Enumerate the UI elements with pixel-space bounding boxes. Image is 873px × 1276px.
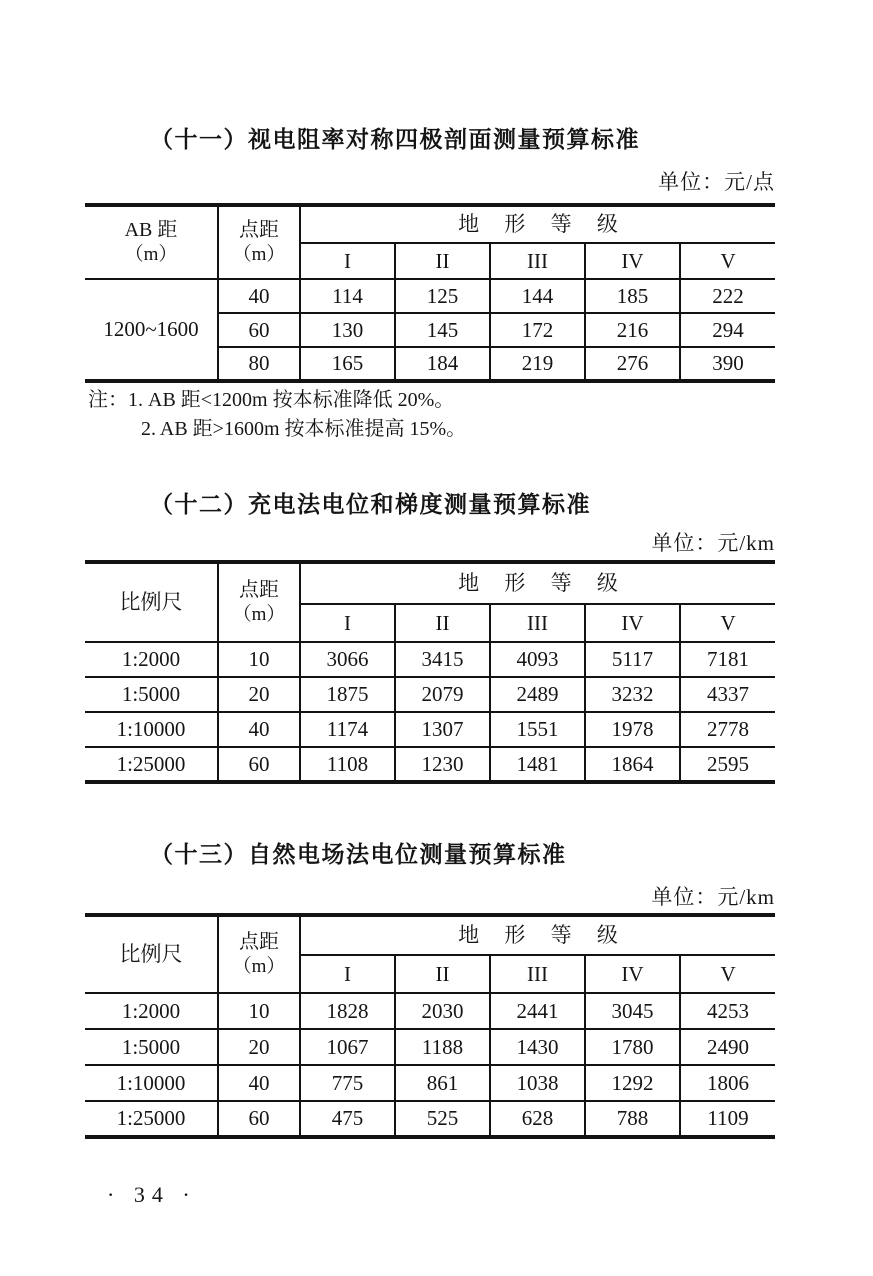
header-grade-4: IV — [585, 604, 680, 642]
value-cell: 1108 — [300, 747, 395, 782]
budget-table-charged-body — [85, 560, 775, 784]
header-grade-5: V — [680, 604, 775, 642]
value-cell: 3066 — [300, 642, 395, 677]
value-cell: 1430 — [490, 1029, 585, 1065]
value-cell: 1551 — [490, 712, 585, 747]
spacing-cell: 20 — [218, 1029, 300, 1065]
header-point-spacing — [218, 915, 300, 993]
value-cell: 1174 — [300, 712, 395, 747]
header-grade-2: II — [395, 955, 490, 993]
spacing-cell: 40 — [218, 279, 300, 313]
value-cell: 219 — [490, 347, 585, 381]
value-cell: 1307 — [395, 712, 490, 747]
header-ab-distance — [85, 205, 218, 279]
value-cell: 144 — [490, 279, 585, 313]
value-cell: 184 — [395, 347, 490, 381]
header-grade-1: I — [300, 955, 395, 993]
value-cell: 390 — [680, 347, 775, 381]
header-grade-5: V — [680, 243, 775, 279]
header-grade-3: III — [490, 955, 585, 993]
scale-cell: 1:5000 — [85, 677, 218, 712]
header-point-spacing — [218, 205, 300, 279]
table-notes — [88, 386, 466, 444]
header-terrain-grade: 地 形 等 级 — [300, 915, 775, 955]
value-cell: 1864 — [585, 747, 680, 782]
page-number: · 34 · — [107, 1182, 197, 1207]
value-cell: 4093 — [490, 642, 585, 677]
header-grade-2: II — [395, 243, 490, 279]
value-cell: 172 — [490, 313, 585, 347]
header-terrain-grade: 地 形 等 级 — [300, 205, 775, 243]
header-grade-1: I — [300, 243, 395, 279]
value-cell: 5117 — [585, 642, 680, 677]
note-2: 2. AB 距>1600m 按本标准提高 15%。 — [141, 418, 467, 440]
value-cell: 1230 — [395, 747, 490, 782]
value-cell: 475 — [300, 1101, 395, 1137]
value-cell: 2441 — [490, 993, 585, 1029]
value-cell: 2030 — [395, 993, 490, 1029]
budget-table-resistivity-profile — [85, 203, 775, 383]
value-cell: 125 — [395, 279, 490, 313]
spacing-cell: 10 — [218, 993, 300, 1029]
value-cell: 3415 — [395, 642, 490, 677]
value-cell: 1828 — [300, 993, 395, 1029]
header-grade-4: IV — [585, 955, 680, 993]
value-cell: 2079 — [395, 677, 490, 712]
value-cell: 1038 — [490, 1065, 585, 1101]
header-point-spacing-label: 点距 — [239, 219, 279, 242]
scale-cell: 1:25000 — [85, 747, 218, 782]
value-cell: 1780 — [585, 1029, 680, 1065]
spacing-cell: 40 — [218, 1065, 300, 1101]
spacing-cell: 60 — [218, 747, 300, 782]
header-grade-3: III — [490, 243, 585, 279]
header-point-spacing-label: 点距 — [239, 931, 279, 954]
value-cell: 165 — [300, 347, 395, 381]
value-cell: 2595 — [680, 747, 775, 782]
value-cell: 1481 — [490, 747, 585, 782]
note-1: 注：1. AB 距<1200m 按本标准降低 20%。 — [88, 389, 455, 411]
header-grade-1: I — [300, 604, 395, 642]
value-cell: 1978 — [585, 712, 680, 747]
value-cell: 4337 — [680, 677, 775, 712]
value-cell: 1188 — [395, 1029, 490, 1065]
scale-cell: 1:5000 — [85, 1029, 218, 1065]
header-ab-distance-label: AB 距 — [124, 219, 178, 242]
section-12-title: （十二）充电法电位和梯度测量预算标准 — [150, 492, 591, 517]
header-grade-5: V — [680, 955, 775, 993]
value-cell: 775 — [300, 1065, 395, 1101]
header-terrain-grade: 地 形 等 级 — [300, 562, 775, 604]
scale-cell: 1:2000 — [85, 642, 218, 677]
value-cell: 2490 — [680, 1029, 775, 1065]
spacing-cell: 20 — [218, 677, 300, 712]
spacing-cell: 60 — [218, 1101, 300, 1137]
header-point-spacing-label: 点距 — [239, 579, 279, 602]
value-cell: 4253 — [680, 993, 775, 1029]
budget-table-self-potential — [85, 913, 775, 1139]
value-cell: 145 — [395, 313, 490, 347]
value-cell: 1109 — [680, 1101, 775, 1137]
header-point-spacing-unit: （m） — [232, 244, 286, 266]
spacing-cell: 40 — [218, 712, 300, 747]
value-cell: 114 — [300, 279, 395, 313]
header-scale: 比例尺 — [85, 915, 218, 993]
value-cell: 216 — [585, 313, 680, 347]
value-cell: 7181 — [680, 642, 775, 677]
scale-cell: 1:10000 — [85, 1065, 218, 1101]
ab-range-cell: 1200~1600 — [85, 279, 218, 381]
value-cell: 2489 — [490, 677, 585, 712]
spacing-cell: 10 — [218, 642, 300, 677]
value-cell: 130 — [300, 313, 395, 347]
scale-cell: 1:2000 — [85, 993, 218, 1029]
header-grade-4: IV — [585, 243, 680, 279]
value-cell: 276 — [585, 347, 680, 381]
value-cell: 1875 — [300, 677, 395, 712]
header-grade-2: II — [395, 604, 490, 642]
value-cell: 3232 — [585, 677, 680, 712]
value-cell: 525 — [395, 1101, 490, 1137]
value-cell: 1292 — [585, 1065, 680, 1101]
scale-cell: 1:10000 — [85, 712, 218, 747]
value-cell: 2778 — [680, 712, 775, 747]
section-13-unit-label: 单位：元/km — [651, 885, 775, 909]
header-scale: 比例尺 — [85, 562, 218, 642]
spacing-cell: 80 — [218, 347, 300, 381]
section-12-unit-label: 单位：元/km — [651, 531, 775, 555]
section-11-title: （十一）视电阻率对称四极剖面测量预算标准 — [150, 127, 640, 152]
header-grade-3: III — [490, 604, 585, 642]
value-cell: 294 — [680, 313, 775, 347]
value-cell: 185 — [585, 279, 680, 313]
header-ab-distance-unit: （m） — [124, 244, 178, 266]
value-cell: 222 — [680, 279, 775, 313]
scale-cell: 1:25000 — [85, 1101, 218, 1137]
spacing-cell: 60 — [218, 313, 300, 347]
value-cell: 861 — [395, 1065, 490, 1101]
header-point-spacing-unit: （m） — [232, 604, 286, 626]
value-cell: 628 — [490, 1101, 585, 1137]
value-cell: 1806 — [680, 1065, 775, 1101]
section-13-title: （十三）自然电场法电位测量预算标准 — [150, 842, 567, 867]
value-cell: 788 — [585, 1101, 680, 1137]
header-point-spacing-unit: （m） — [232, 956, 286, 978]
header-point-spacing — [218, 562, 300, 642]
section-11-unit-label: 单位：元/点 — [658, 170, 775, 194]
value-cell: 3045 — [585, 993, 680, 1029]
value-cell: 1067 — [300, 1029, 395, 1065]
